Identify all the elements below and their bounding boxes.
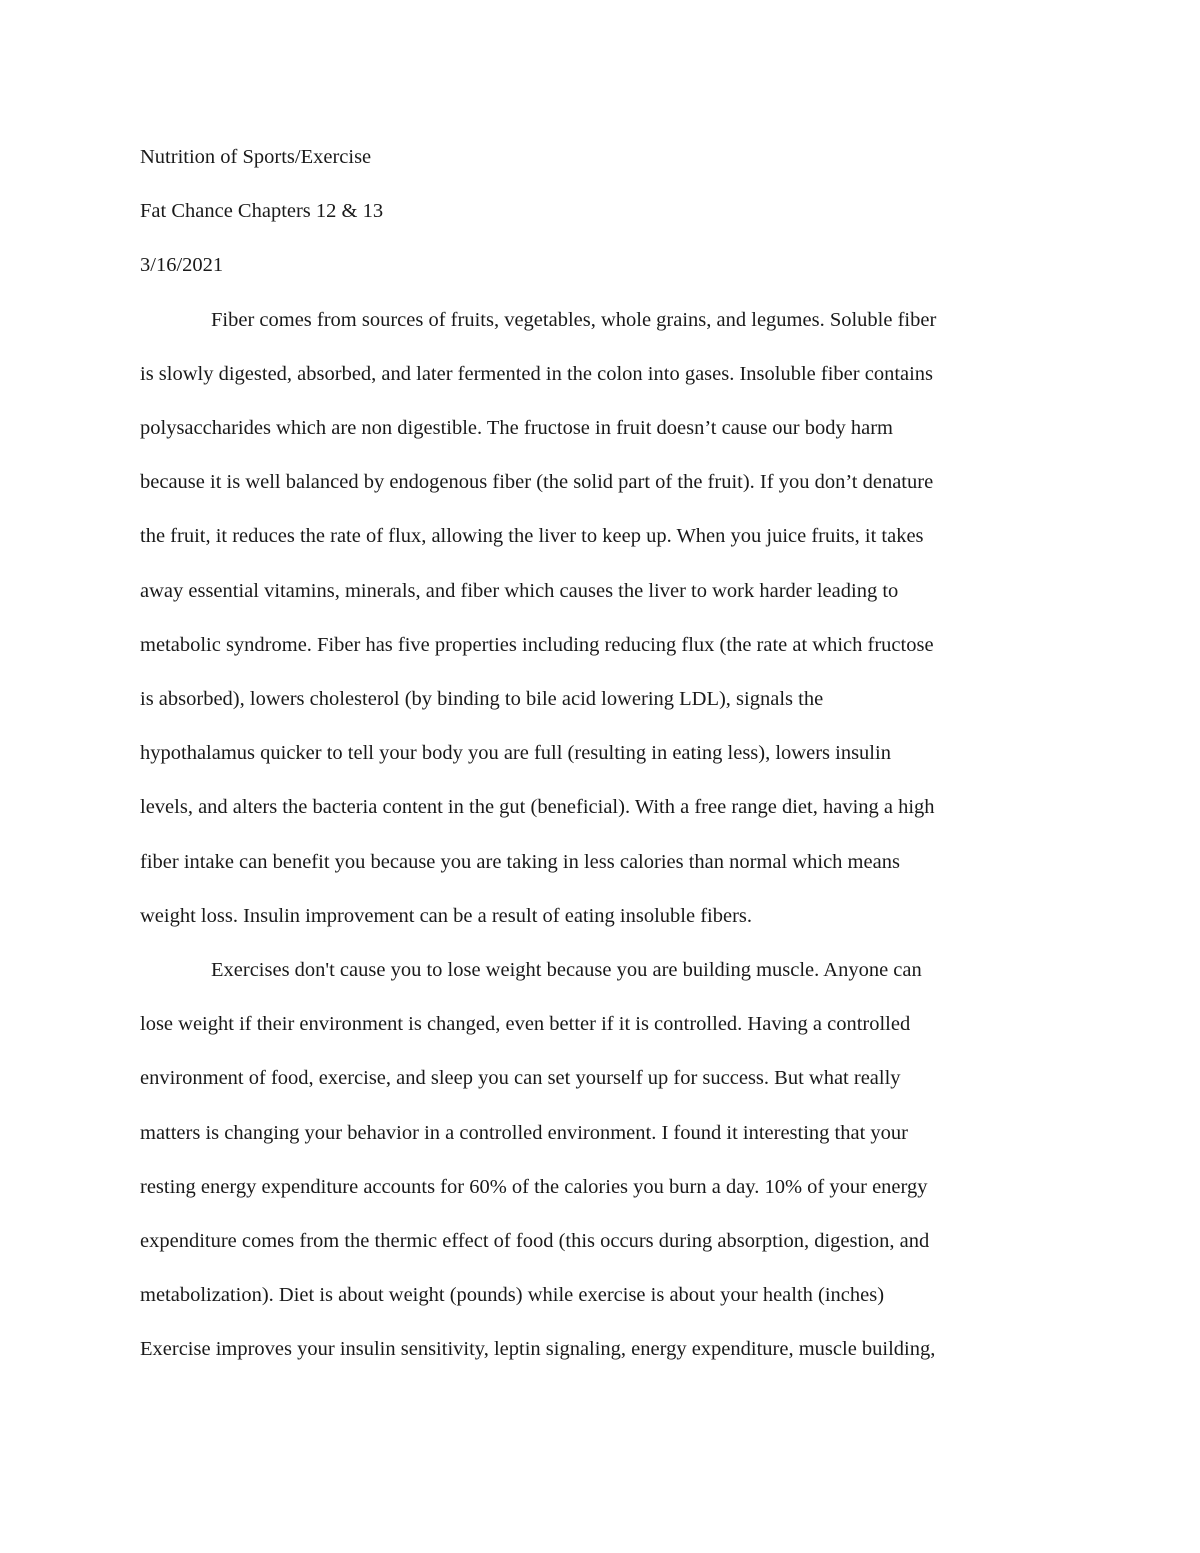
paragraph-fiber: Fiber comes from sources of fruits, vegetables, whole grains, and legumes. Soluble fiber is slowly digested, absorbed, and later fermented in the colon into gases. Insoluble fiber contains polysaccharides which are non digestible. The fructose in fruit doesn’t cause our body harm because it is well balanced by endogenous fiber (the solid part of the fruit). If you don’t denature the fruit, it reduces the rate of flux, allowing the liver to keep up. When you juice fruits, it takes away essential vitamins, minerals, and fiber which causes the liver to work harder leading to metabolic syndrome. Fiber has five properties including reducing flux (the rate at which fructose is absorbed), lowers cholesterol (by binding to bile acid lowering LDL), signals the hypothalamus quicker to tell your body you are full (resulting in eating less), lowers insulin levels, and alters the bacteria content in the gut (beneficial). With a free range diet, having a high fiber intake can benefit you because you are taking in less calories than normal which means weight loss. Insulin improvement can be a result of eating insoluble fibers. [140, 308, 937, 927]
document-date: 3/16/2021 [140, 254, 224, 277]
course-title: Nutrition of Sports/Exercise [140, 146, 372, 168]
document-body [140, 130, 1060, 1377]
paragraph-exercise: Exercises don't cause you to lose weight because you are building muscle. Anyone can lose weight if their environment is changed, even better if it is controlled. Having a controlled environment of food, exercise, and sleep you can set yourself up for success. But what really matters is changing your behavior in a controlled environment. I found it interesting that your resting energy expenditure accounts for 60% of the calories you burn a day. 10% of your energy expenditure comes from the thermic effect of food (this occurs during absorption, digestion, and metabolization). Diet is about weight (pounds) while exercise is about your health (inches) Exercise improves your insulin sensitivity, leptin signaling, energy expenditure, muscle building, [140, 959, 936, 1361]
assignment-title: Fat Chance Chapters 12 & 13 [140, 200, 384, 223]
